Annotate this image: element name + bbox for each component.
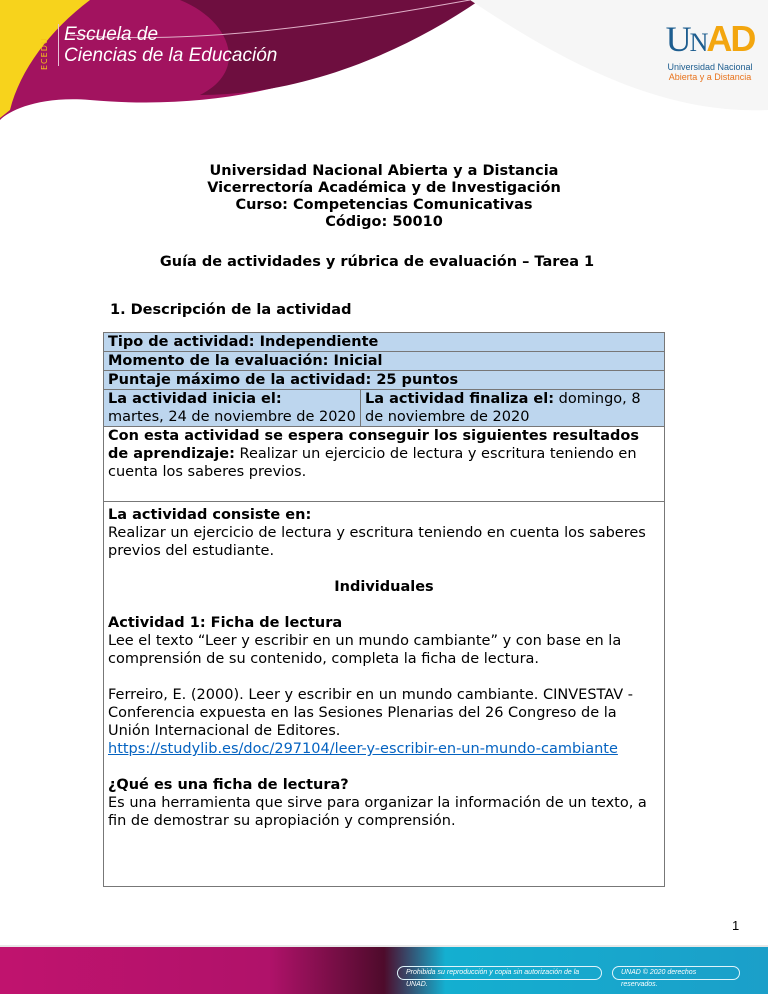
- end-date-cell: [361, 390, 665, 427]
- vicerrectoria-title: Vicerrectoría Académica y de Investigación: [207, 180, 561, 196]
- start-date: martes, 24 de noviembre de 2020: [108, 409, 356, 425]
- start-date-cell: [104, 390, 361, 427]
- school-name: [58, 24, 277, 66]
- footer-notice: Prohibida su reproducción y copia sin autorización de la UNAD.: [397, 966, 602, 980]
- logo-sub-2: Abierta y a Distancia: [668, 72, 752, 82]
- consiste-text: Realizar un ejercicio de lectura y escritura teniendo en cuenta los saberes previos del estudiante.: [108, 525, 646, 559]
- reference-link[interactable]: https://studylib.es/doc/297104/leer-y-escribir-en-un-mundo-cambiante: [108, 741, 618, 757]
- activity-description: [104, 502, 665, 887]
- university-title: Universidad Nacional Abierta y a Distancia: [209, 163, 559, 179]
- ecedu-label: ECEDU: [40, 37, 49, 70]
- logo-n: N: [689, 28, 707, 57]
- evaluation-moment: Momento de la evaluación: Inicial: [104, 352, 665, 371]
- course-title: Curso: Competencias Comunicativas: [235, 197, 533, 213]
- school-line-2: Ciencias de la Educación: [64, 45, 278, 66]
- activity-1-text: Lee el texto “Leer y escribir en un mundo cambiante” y con base en la comprensión de su contenido, completa la ficha de lectura.: [108, 633, 622, 667]
- logo-ad: AD: [706, 18, 755, 59]
- page-number: 1: [732, 918, 740, 933]
- header-banner: [0, 0, 768, 120]
- consiste-label: La actividad consiste en:: [108, 507, 312, 523]
- footer-banner: [0, 945, 768, 994]
- activity-1-title: Actividad 1: Ficha de lectura: [108, 615, 343, 631]
- footer-copyright: UNAD © 2020 derechos reservados.: [612, 966, 740, 980]
- ficha-question: ¿Qué es una ficha de lectura?: [108, 777, 349, 793]
- activity-table: [103, 332, 665, 887]
- reference-text: Ferreiro, E. (2000). Leer y escribir en un mundo cambiante. CINVESTAV - Conferencia expuesta en las Sesiones Plenarias del 26 Congreso de la Unión Internacional de Editores.: [108, 687, 634, 739]
- activity-type: Tipo de actividad: Independiente: [104, 333, 665, 352]
- logo-sub-1: Universidad Nacional: [667, 62, 753, 72]
- end-label: La actividad finaliza el:: [365, 391, 555, 407]
- individuales-heading: Individuales: [334, 579, 434, 595]
- ficha-answer: Es una herramienta que sirve para organizar la información de un texto, a fin de demostrar su apropiación y comprensión.: [108, 795, 647, 829]
- section-heading: 1. Descripción de la actividad: [110, 302, 352, 318]
- end-date: domingo, 8 de noviembre de 2020: [365, 391, 641, 425]
- guide-title: Guía de actividades y rúbrica de evaluación – Tarea 1: [159, 254, 595, 270]
- logo-u: U: [665, 19, 690, 59]
- max-score: Puntaje máximo de la actividad: 25 puntos: [104, 371, 665, 390]
- course-code: Código: 50010: [325, 214, 443, 230]
- unad-logo: [660, 20, 760, 82]
- school-line-1: Escuela de: [64, 24, 159, 45]
- learning-outcomes: Con esta actividad se espera conseguir los siguientes resultados de aprendizaje: Realizar un ejercicio de lectura y escritura teniendo en cuenta los saberes previos.: [104, 427, 665, 502]
- start-label: La actividad inicia el:: [108, 391, 282, 407]
